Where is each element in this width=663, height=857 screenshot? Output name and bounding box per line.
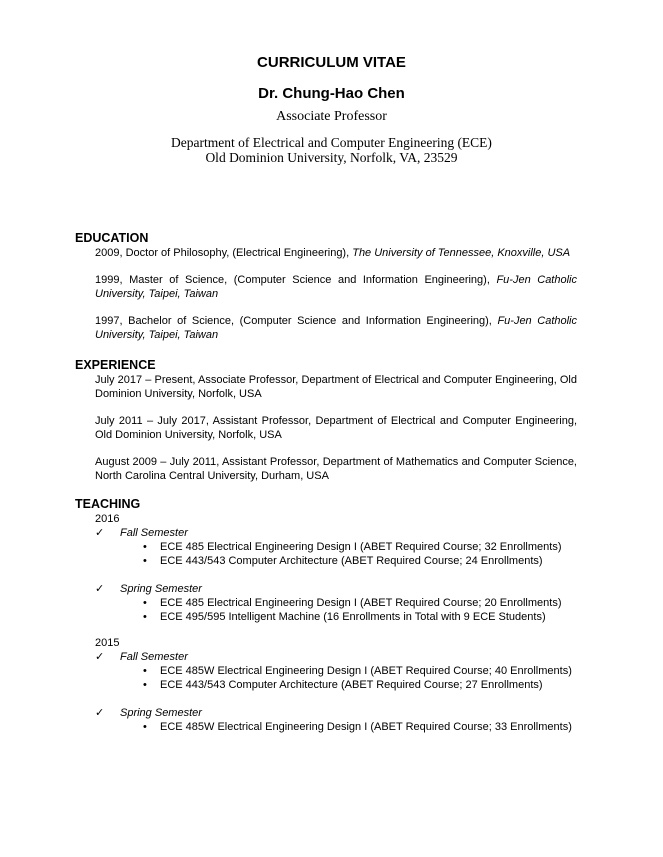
experience-entry: August 2009 – July 2011, Assistant Professor, Department of Mathematics and Computer Science, North Carolina Central University, Durham, USA	[95, 456, 577, 482]
education-heading: EDUCATION	[75, 231, 149, 245]
course-item	[143, 664, 577, 678]
checkmark-icon: ✓	[95, 651, 105, 663]
bullet-icon: •	[143, 721, 147, 733]
course-item	[143, 596, 577, 610]
bullet-icon: •	[143, 555, 147, 567]
course-item	[143, 720, 577, 734]
education-entry	[95, 246, 577, 260]
cv-header	[0, 54, 663, 165]
experience-section	[75, 358, 577, 483]
education-entry	[95, 314, 577, 342]
course-item	[143, 540, 577, 554]
education-section	[75, 231, 577, 342]
teaching-year-group	[75, 636, 577, 734]
semester-group	[75, 526, 577, 568]
checkmark-icon: ✓	[95, 707, 105, 719]
semester-row	[95, 526, 577, 540]
semester-label: Spring Semester	[120, 707, 202, 719]
semester-label: Fall Semester	[120, 527, 188, 539]
experience-entry: July 2017 – Present, Associate Professor, Department of Electrical and Computer Engineering, Old Dominion University, Norfolk, USA	[95, 374, 577, 400]
experience-entry: July 2011 – July 2017, Assistant Professor, Department of Electrical and Computer Engineering, Old Dominion University, Norfolk, USA	[95, 415, 577, 441]
course-text: ECE 443/543 Computer Architecture (ABET Required Course; 24 Enrollments)	[160, 555, 543, 567]
semester-row	[95, 706, 577, 720]
education-entry-text: 1997, Bachelor of Science, (Computer Science and Information Engineering),	[95, 315, 498, 327]
department-line: Department of Electrical and Computer Engineering (ECE)	[171, 135, 492, 150]
bullet-icon: •	[143, 597, 147, 609]
semester-row	[95, 582, 577, 596]
course-text: ECE 443/543 Computer Architecture (ABET Required Course; 27 Enrollments)	[160, 679, 543, 691]
course-text: ECE 485W Electrical Engineering Design I (ABET Required Course; 33 Enrollments)	[160, 721, 572, 733]
course-text: ECE 495/595 Intelligent Machine (16 Enrollments in Total with 9 ECE Students)	[160, 611, 546, 623]
teaching-year-label: 2015	[95, 637, 120, 649]
teaching-year-group	[75, 512, 577, 624]
cv-body	[0, 231, 663, 734]
course-item	[143, 678, 577, 692]
course-text: ECE 485 Electrical Engineering Design I (ABET Required Course; 20 Enrollments)	[160, 597, 562, 609]
bullet-icon: •	[143, 541, 147, 553]
education-entry-text: 2009, Doctor of Philosophy, (Electrical Engineering),	[95, 247, 353, 259]
university-line: Old Dominion University, Norfolk, VA, 23529	[205, 150, 458, 165]
checkmark-icon: ✓	[95, 527, 105, 539]
bullet-icon: •	[143, 611, 147, 623]
teaching-section	[75, 497, 577, 734]
bullet-icon: •	[143, 679, 147, 691]
education-entry-institution: The University of Tennessee, Knoxville, USA	[352, 247, 571, 259]
teaching-year-label: 2016	[95, 513, 120, 525]
semester-group	[75, 706, 577, 734]
experience-heading: EXPERIENCE	[75, 358, 156, 372]
semester-label: Spring Semester	[120, 583, 202, 595]
course-item	[143, 610, 577, 624]
education-entry-institution: Fu-Jen Catholic University, Taipei, Taiwan	[95, 315, 577, 341]
education-entry-text: 1999, Master of Science, (Computer Science and Information Engineering),	[95, 274, 497, 286]
bullet-icon: •	[143, 665, 147, 677]
education-entry-institution: Fu-Jen Catholic University, Taipei, Taiwan	[95, 274, 577, 300]
education-entry	[95, 273, 577, 301]
course-text: ECE 485 Electrical Engineering Design I (ABET Required Course; 32 Enrollments)	[160, 541, 562, 553]
semester-label: Fall Semester	[120, 651, 188, 663]
semester-group	[75, 650, 577, 692]
checkmark-icon: ✓	[95, 583, 105, 595]
cv-title: CURRICULUM VITAE	[257, 54, 406, 71]
semester-group	[75, 582, 577, 624]
semester-row	[95, 650, 577, 664]
course-text: ECE 485W Electrical Engineering Design I (ABET Required Course; 40 Enrollments)	[160, 665, 572, 677]
course-item	[143, 554, 577, 568]
teaching-heading: TEACHING	[75, 497, 141, 511]
author-role: Associate Professor	[276, 109, 387, 124]
author-name: Dr. Chung-Hao Chen	[258, 85, 405, 102]
